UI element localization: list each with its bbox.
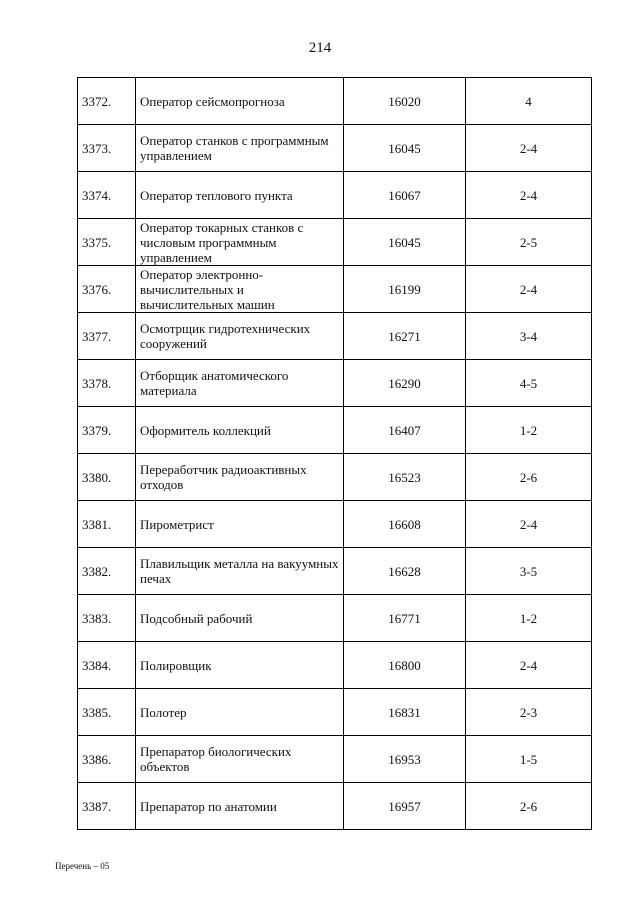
profession-code: 16771 bbox=[344, 595, 466, 642]
profession-name: Полотер bbox=[136, 689, 344, 736]
grade-range: 2-4 bbox=[466, 125, 592, 172]
table-row bbox=[78, 689, 592, 736]
table-row bbox=[78, 360, 592, 407]
row-number: 3374. bbox=[78, 172, 136, 219]
row-number: 3372. bbox=[78, 78, 136, 125]
profession-name: Оператор сейсмопрогноза bbox=[136, 78, 344, 125]
grade-range: 2-4 bbox=[466, 266, 592, 313]
table-row bbox=[78, 313, 592, 360]
grade-range: 2-5 bbox=[466, 219, 592, 266]
grade-range: 2-4 bbox=[466, 172, 592, 219]
profession-name: Оформитель коллекций bbox=[136, 407, 344, 454]
profession-code: 16957 bbox=[344, 783, 466, 830]
profession-code: 16199 bbox=[344, 266, 466, 313]
row-number: 3384. bbox=[78, 642, 136, 689]
row-number: 3387. bbox=[78, 783, 136, 830]
footer-label: Перечень – 05 bbox=[55, 861, 110, 871]
table-row bbox=[78, 736, 592, 783]
table-row bbox=[78, 125, 592, 172]
grade-range: 2-3 bbox=[466, 689, 592, 736]
row-number: 3376. bbox=[78, 266, 136, 313]
grade-range: 1-5 bbox=[466, 736, 592, 783]
table-row bbox=[78, 78, 592, 125]
row-number: 3382. bbox=[78, 548, 136, 595]
table-row bbox=[78, 172, 592, 219]
profession-name: Плавильщик металла на вакуумных печах bbox=[136, 548, 344, 595]
profession-table bbox=[77, 77, 592, 830]
grade-range: 1-2 bbox=[466, 595, 592, 642]
grade-range: 3-4 bbox=[466, 313, 592, 360]
table-body bbox=[78, 78, 592, 830]
table-row bbox=[78, 783, 592, 830]
profession-code: 16407 bbox=[344, 407, 466, 454]
grade-range: 1-2 bbox=[466, 407, 592, 454]
profession-name: Подсобный рабочий bbox=[136, 595, 344, 642]
profession-code: 16067 bbox=[344, 172, 466, 219]
profession-name: Переработчик радиоактивных отходов bbox=[136, 454, 344, 501]
table-row bbox=[78, 642, 592, 689]
page-number: 214 bbox=[308, 40, 332, 56]
profession-name: Препаратор биологических объектов bbox=[136, 736, 344, 783]
table-row bbox=[78, 595, 592, 642]
profession-code: 16608 bbox=[344, 501, 466, 548]
profession-name: Оператор станков с программным управлением bbox=[136, 125, 344, 172]
profession-code: 16020 bbox=[344, 78, 466, 125]
row-number: 3381. bbox=[78, 501, 136, 548]
row-number: 3385. bbox=[78, 689, 136, 736]
grade-range: 2-4 bbox=[466, 642, 592, 689]
grade-range: 2-6 bbox=[466, 454, 592, 501]
profession-code: 16628 bbox=[344, 548, 466, 595]
table-row bbox=[78, 219, 592, 266]
profession-code: 16045 bbox=[344, 125, 466, 172]
profession-code: 16271 bbox=[344, 313, 466, 360]
row-number: 3383. bbox=[78, 595, 136, 642]
profession-code: 16800 bbox=[344, 642, 466, 689]
grade-range: 2-4 bbox=[466, 501, 592, 548]
table-row bbox=[78, 266, 592, 313]
grade-range: 4-5 bbox=[466, 360, 592, 407]
profession-name: Препаратор по анатомии bbox=[136, 783, 344, 830]
profession-code: 16045 bbox=[344, 219, 466, 266]
profession-code: 16290 bbox=[344, 360, 466, 407]
profession-code: 16523 bbox=[344, 454, 466, 501]
row-number: 3378. bbox=[78, 360, 136, 407]
grade-range: 3-5 bbox=[466, 548, 592, 595]
profession-name: Пирометрист bbox=[136, 501, 344, 548]
profession-code: 16831 bbox=[344, 689, 466, 736]
profession-name: Осмотрщик гидротехнических сооружений bbox=[136, 313, 344, 360]
profession-code: 16953 bbox=[344, 736, 466, 783]
row-number: 3375. bbox=[78, 219, 136, 266]
table-row bbox=[78, 407, 592, 454]
profession-name: Оператор токарных станков с числовым программным управлением bbox=[136, 219, 344, 266]
profession-name: Оператор электронно-вычислительных и вычислительных машин bbox=[136, 266, 344, 313]
grade-range: 2-6 bbox=[466, 783, 592, 830]
profession-name: Отборщик анатомического материала bbox=[136, 360, 344, 407]
row-number: 3377. bbox=[78, 313, 136, 360]
profession-name: Полировщик bbox=[136, 642, 344, 689]
row-number: 3380. bbox=[78, 454, 136, 501]
table-row bbox=[78, 501, 592, 548]
table-row bbox=[78, 454, 592, 501]
grade-range: 4 bbox=[466, 78, 592, 125]
table-row bbox=[78, 548, 592, 595]
row-number: 3373. bbox=[78, 125, 136, 172]
row-number: 3386. bbox=[78, 736, 136, 783]
profession-name: Оператор теплового пункта bbox=[136, 172, 344, 219]
row-number: 3379. bbox=[78, 407, 136, 454]
